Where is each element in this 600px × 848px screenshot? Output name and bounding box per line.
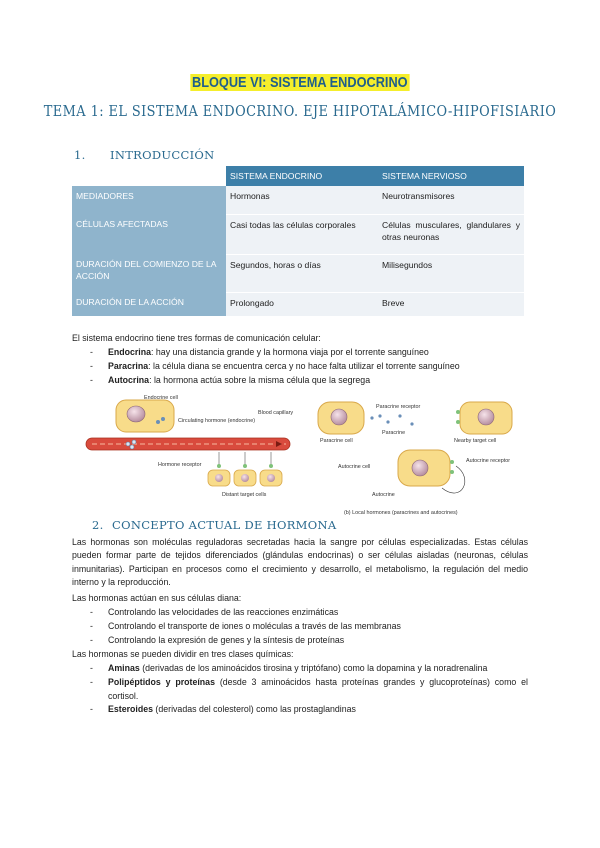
list-item: - Controlando la expresión de genes y la síntesis de proteínas xyxy=(72,634,528,648)
cell-nervous: Neurotransmisores xyxy=(378,186,524,214)
label-autocrine-cell: Autocrine cell xyxy=(338,464,371,470)
col-header-endocrine: SISTEMA ENDOCRINO xyxy=(226,166,378,186)
table-row xyxy=(72,214,524,254)
section-1-heading xyxy=(74,148,215,162)
label-paracrine-cell: Paracrine cell xyxy=(320,438,353,444)
label-circulating-hormone: Circulating hormone (endocrine) xyxy=(178,418,256,424)
target-nucleus xyxy=(267,474,275,482)
receptor-dot xyxy=(269,464,273,468)
hormone-dot xyxy=(378,414,381,417)
label-paracrine: Paracrine xyxy=(382,430,406,436)
hormone-definition: Las hormonas son moléculas reguladoras secretadas hacia la sangre por células especializadas. Estas células pueden formar parte de tejidos diferenciados (glándulas endocrinas) o ser células aisladas (neuronas, células inmunitarias). Participan en procesos como el crecimiento y desarrollo, el metabolismo, la regulación del medio interno y la reproducción. xyxy=(72,537,528,588)
col-header-nervous: SISTEMA NERVIOSO xyxy=(378,166,524,186)
block-title: BLOQUE VI: SISTEMA ENDOCRINO xyxy=(192,74,408,91)
paracrine-nucleus xyxy=(331,409,347,425)
hormone-dot xyxy=(386,420,389,423)
section-2-title: CONCEPTO ACTUAL DE HORMONA xyxy=(112,518,337,532)
cell-endocrine: Prolongado xyxy=(226,292,378,316)
list-item: - Autocrina: la hormona actúa sobre la misma célula que la segrega xyxy=(72,374,528,388)
receptor-dot xyxy=(217,464,221,468)
local-panel xyxy=(318,402,512,516)
label-distant-target-cells: Distant target cells xyxy=(222,492,267,498)
list-item: - Esteroides (derivadas del colesterol) como las prostaglandinas xyxy=(72,703,528,717)
list-item: - Paracrina: la célula diana se encuentra cerca y no hace falta utilizar el torrente sanguíneo xyxy=(72,360,528,374)
autocrine-nucleus xyxy=(412,460,428,476)
classes-intro: Las hormonas se pueden dividir en tres clases químicas: xyxy=(72,649,294,659)
label-blood-capillary: Blood capillary xyxy=(258,410,294,416)
section-2-number: 2. xyxy=(92,518,104,532)
hormone-dot xyxy=(130,445,134,449)
cell-endocrine: Hormonas xyxy=(226,186,378,214)
table-header-row xyxy=(72,166,524,186)
hormone-dot xyxy=(370,416,373,419)
list-item: - Aminas (derivadas de los aminoácidos tirosina y triptófano) como la dopamina y la noradrenalina xyxy=(72,662,528,676)
receptor-dot xyxy=(450,460,454,464)
row-label: DURACIÓN DE LA ACCIÓN xyxy=(72,292,226,316)
cell-endocrine: Casi todas las células corporales xyxy=(226,214,378,254)
hormone-dot xyxy=(161,417,165,421)
classes-list xyxy=(72,662,528,717)
topic-title: TEMA 1: EL SISTEMA ENDOCRINO. EJE HIPOTALÁMICO-HIPOFISIARIO xyxy=(43,102,557,120)
label-nearby-target-cell: Nearby target cell xyxy=(454,438,497,444)
table-row xyxy=(72,292,524,316)
targets-list xyxy=(72,606,528,647)
receptor-dot xyxy=(243,464,247,468)
communication-intro: El sistema endocrino tiene tres formas de comunicación celular: xyxy=(72,333,321,343)
targets-intro: Las hormonas actúan en sus células diana: xyxy=(72,593,242,603)
cell-nervous: Células musculares, glandulares y otras neuronas xyxy=(378,214,524,254)
label-paracrine-receptor: Paracrine receptor xyxy=(376,404,421,410)
section-2-heading xyxy=(92,518,336,532)
row-label: CÉLULAS AFECTADAS xyxy=(72,214,226,254)
row-label: MEDIADORES xyxy=(72,186,226,214)
section-1-title: INTRODUCCIÓN xyxy=(110,148,215,162)
label-autocrine-receptor: Autocrine receptor xyxy=(466,458,511,464)
receptor-dot xyxy=(450,470,454,474)
receptor-dot xyxy=(456,420,460,424)
target-nucleus xyxy=(241,474,249,482)
list-item: - Polipéptidos y proteínas (desde 3 aminoácidos hasta proteínas grandes y glucoproteínas) como el cortisol. xyxy=(72,676,528,704)
hormone-dot xyxy=(156,420,160,424)
table-row xyxy=(72,186,524,214)
section-1-number: 1. xyxy=(74,148,86,162)
hormone-signaling-figure xyxy=(82,392,522,520)
cell-nervous: Milisegundos xyxy=(378,254,524,292)
target-nucleus xyxy=(215,474,223,482)
hormone-dot xyxy=(410,422,413,425)
list-item: - Controlando las velocidades de las reacciones enzimáticas xyxy=(72,606,528,620)
hormone-dot xyxy=(398,414,401,417)
figure-caption-b: (b) Local hormones (paracrines and autocrines) xyxy=(344,510,458,516)
cell-nervous: Breve xyxy=(378,292,524,316)
label-endocrine-cell: Endocrine cell xyxy=(144,395,178,401)
diffusion-arrows xyxy=(219,452,271,466)
list-item: - Endocrina: hay una distancia grande y la hormona viaja por el torrente sanguíneo xyxy=(72,346,528,360)
cell-endocrine: Segundos, horas o días xyxy=(226,254,378,292)
communication-list xyxy=(72,346,528,387)
list-item: - Controlando el transporte de iones o moléculas a través de las membranas xyxy=(72,620,528,634)
comparison-table xyxy=(72,166,524,317)
hormone-dot xyxy=(132,440,136,444)
table-corner xyxy=(72,166,226,186)
receptor-dot xyxy=(456,410,460,414)
label-hormone-receptor: Hormone receptor xyxy=(158,462,202,468)
endocrine-panel xyxy=(86,395,293,498)
label-autocrine: Autocrine xyxy=(372,492,395,498)
endocrine-nucleus xyxy=(127,406,145,422)
hormone-dot xyxy=(126,442,130,446)
table-row xyxy=(72,254,524,292)
row-label: DURACIÓN DEL COMIENZO DE LA ACCIÓN xyxy=(72,254,226,292)
nearby-nucleus xyxy=(478,409,494,425)
